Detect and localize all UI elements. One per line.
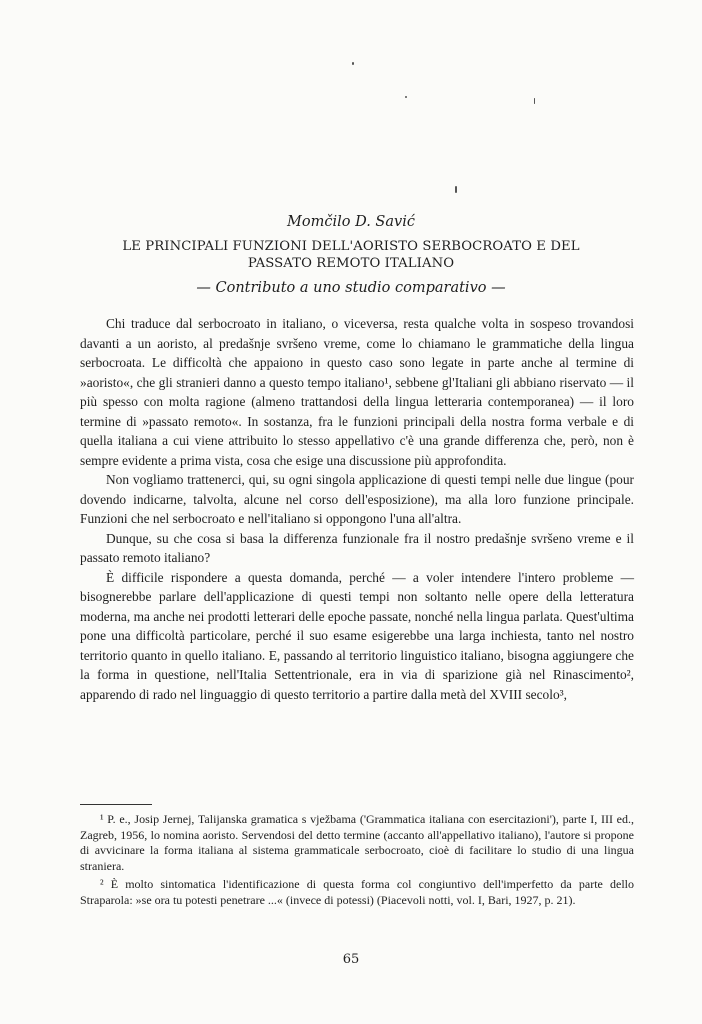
paragraph: Dunque, su che cosa si basa la differenza funzionale fra il nostro predašnje svršeno vreme e il passato remoto italiano? <box>80 530 634 565</box>
page-number: 65 <box>342 952 360 967</box>
footnote-separator <box>80 804 152 805</box>
scan-speck <box>534 98 535 104</box>
author-name: Momčilo D. Savić <box>287 214 415 230</box>
article-title <box>80 238 622 272</box>
paragraph: Non vogliamo trattenerci, qui, su ogni singola applicazione di questi tempi nelle due lingue (pour dovendo indicarne, talvolta, alcune nel corso dell'esposizione), ma alla loro funzione principale. Funzioni che nel serbocroato e nell'italiano si oppongono l'una all'altra. <box>80 472 634 526</box>
title-line-1: LE PRINCIPALI FUNZIONI DELL'AORISTO SERBOCROATO E DEL <box>122 239 580 254</box>
scan-speck <box>455 186 457 193</box>
footnote-2: ² È molto sintomatica l'identificazione di questa forma col congiuntivo dell'imperfetto da parte dello Straparola: »se ora tu potesti penetrare ...« (invece di potessi) (Piacevoli notti, vol. I, Bari, 1927, p. 21). <box>80 877 634 907</box>
footnote-1: ¹ P. e., Josip Jernej, Talijanska gramatica s vježbama ('Grammatica italiana con esercitazioni'), parte I, III ed., Zagreb, 1956, lo nomina aoristo. Servendosi del detto termine (accanto all'appellativo italiano), l'autore si propone di avvicinare la forma italiana al sistema grammaticale serbocroato, cioè di facilitare lo studio di una lingua straniera. <box>80 812 634 873</box>
scan-speck <box>352 62 354 65</box>
title-line-2: PASSATO REMOTO ITALIANO <box>247 256 455 271</box>
body-text <box>80 314 634 704</box>
paragraph: Chi traduce dal serbocroato in italiano, o viceversa, resta qualche volta in sospeso trovandosi davanti a un aoristo, al predašnje svršeno vreme, come lo chiamano le grammatiche della lingua serbocroata. Le difficoltà che appaiono in questo caso sono legate in parte anche al termine di »aoristo«, che gli stranieri danno a questo tempo italiano¹, sebbene gl'Italiani gli abbiano riservato — il più spesso con molta ragione (almeno trattandosi della lingua letteraria contemporanea) — il loro termine di »passato remoto«. In sostanza, fra le funzioni principali della nostra forma verbale e di quella italiana a cui viene attribuito lo stesso appellativo c'è una grande differenza che, però, non è sempre evidente a prima vista, cosa che esige una discussione più approfondita. <box>80 316 634 468</box>
article-subtitle: — Contributo a uno studio comparativo — <box>196 280 506 296</box>
scan-speck <box>405 96 407 98</box>
paragraph: È difficile rispondere a questa domanda, perché — a voler intendere l'intero probleme — bisognerebbe parlare dell'applicazione di questi tempi non soltanto nelle opere della letteratura moderna, ma anche nei prodotti letterari delle epoche passate, nonché nella lingua parlata. Quest'ultima pone una difficoltà particolare, perché il suo esame esigerebbe una larga inchiesta, tanto nel nostro territorio quanto in quello italiano. E, passando al territorio linguistico italiano, bisogna aggiungere che la forma in questione, nell'Italia Settentrionale, era in via di sparizione già nel Rinascimento², apparendo di rado nel linguaggio di questo territorio a partire dalla metà del XVIII secolo³, <box>80 569 634 702</box>
footnotes <box>80 812 634 911</box>
